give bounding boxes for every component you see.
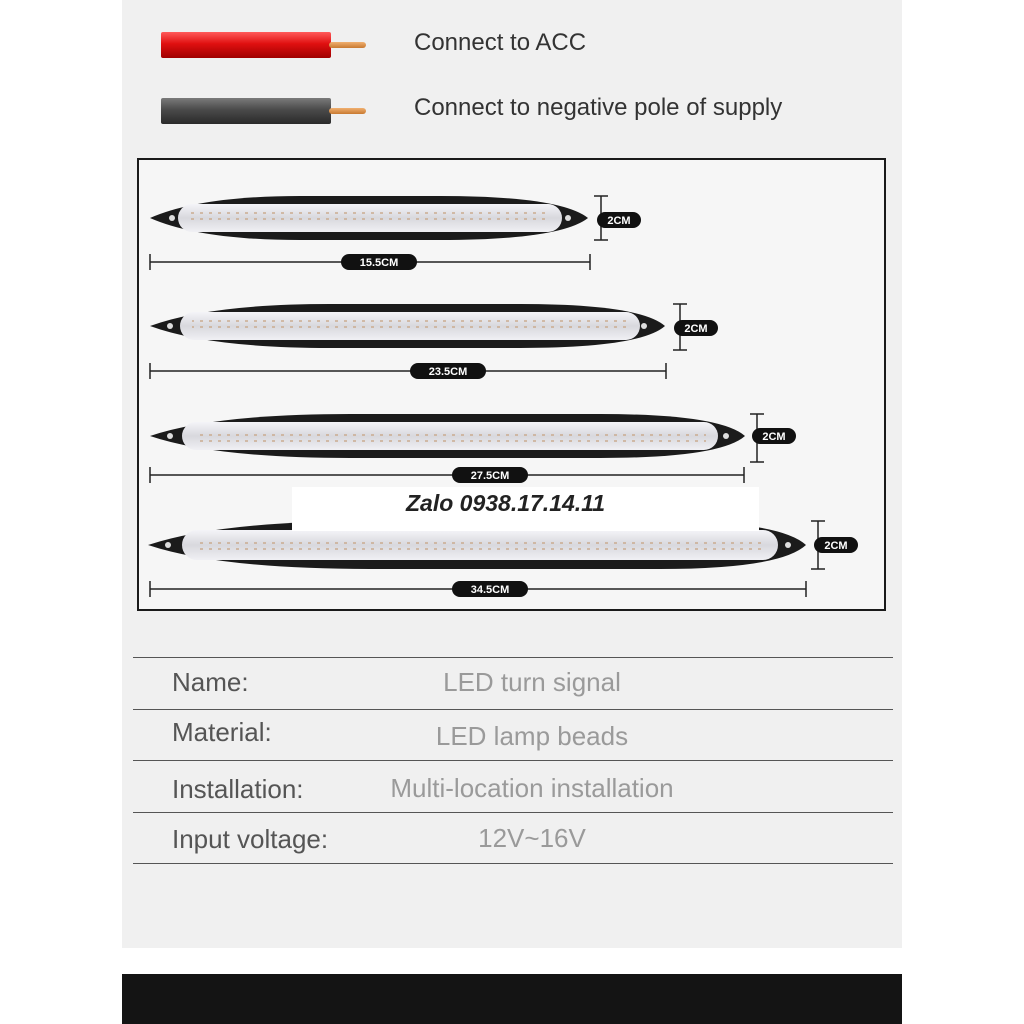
spec-value-name: LED turn signal [443,667,621,697]
spec-value-input-voltage: 12V~16V [478,823,586,853]
spec-divider [133,657,893,658]
lamp-1-height-label: 2CM [607,215,631,227]
spec-value-material: LED lamp beads [435,721,629,751]
spec-divider [133,760,893,761]
lamp-2-height-label: 2CM [684,323,708,335]
black-wire-label: Connect to negative pole of supply [414,94,783,121]
lamp-2-length-label: 23.5CM [428,366,468,378]
next-section-strip [122,974,902,1024]
lamp-4-height-label: 2CM [824,540,848,552]
spec-key-installation: Installation: [172,774,304,804]
spec-divider [133,812,893,813]
lamp-1-length-label: 15.5CM [359,257,399,269]
lamp-3-length-label: 27.5CM [470,470,510,482]
lamp-3-height-label: 2CM [762,431,786,443]
spec-key-material: Material: [172,717,272,747]
spec-value-installation: Multi-location installation [390,773,674,803]
watermark-text: Zalo 0938.17.14.11 [406,490,606,516]
spec-key-input-voltage: Input voltage: [172,824,329,854]
spec-divider [133,709,893,710]
red-wire-label: Connect to ACC [414,29,587,56]
lamp-4-length-label: 34.5CM [470,584,510,596]
spec-divider [133,863,893,864]
spec-key-name: Name: [172,667,249,697]
